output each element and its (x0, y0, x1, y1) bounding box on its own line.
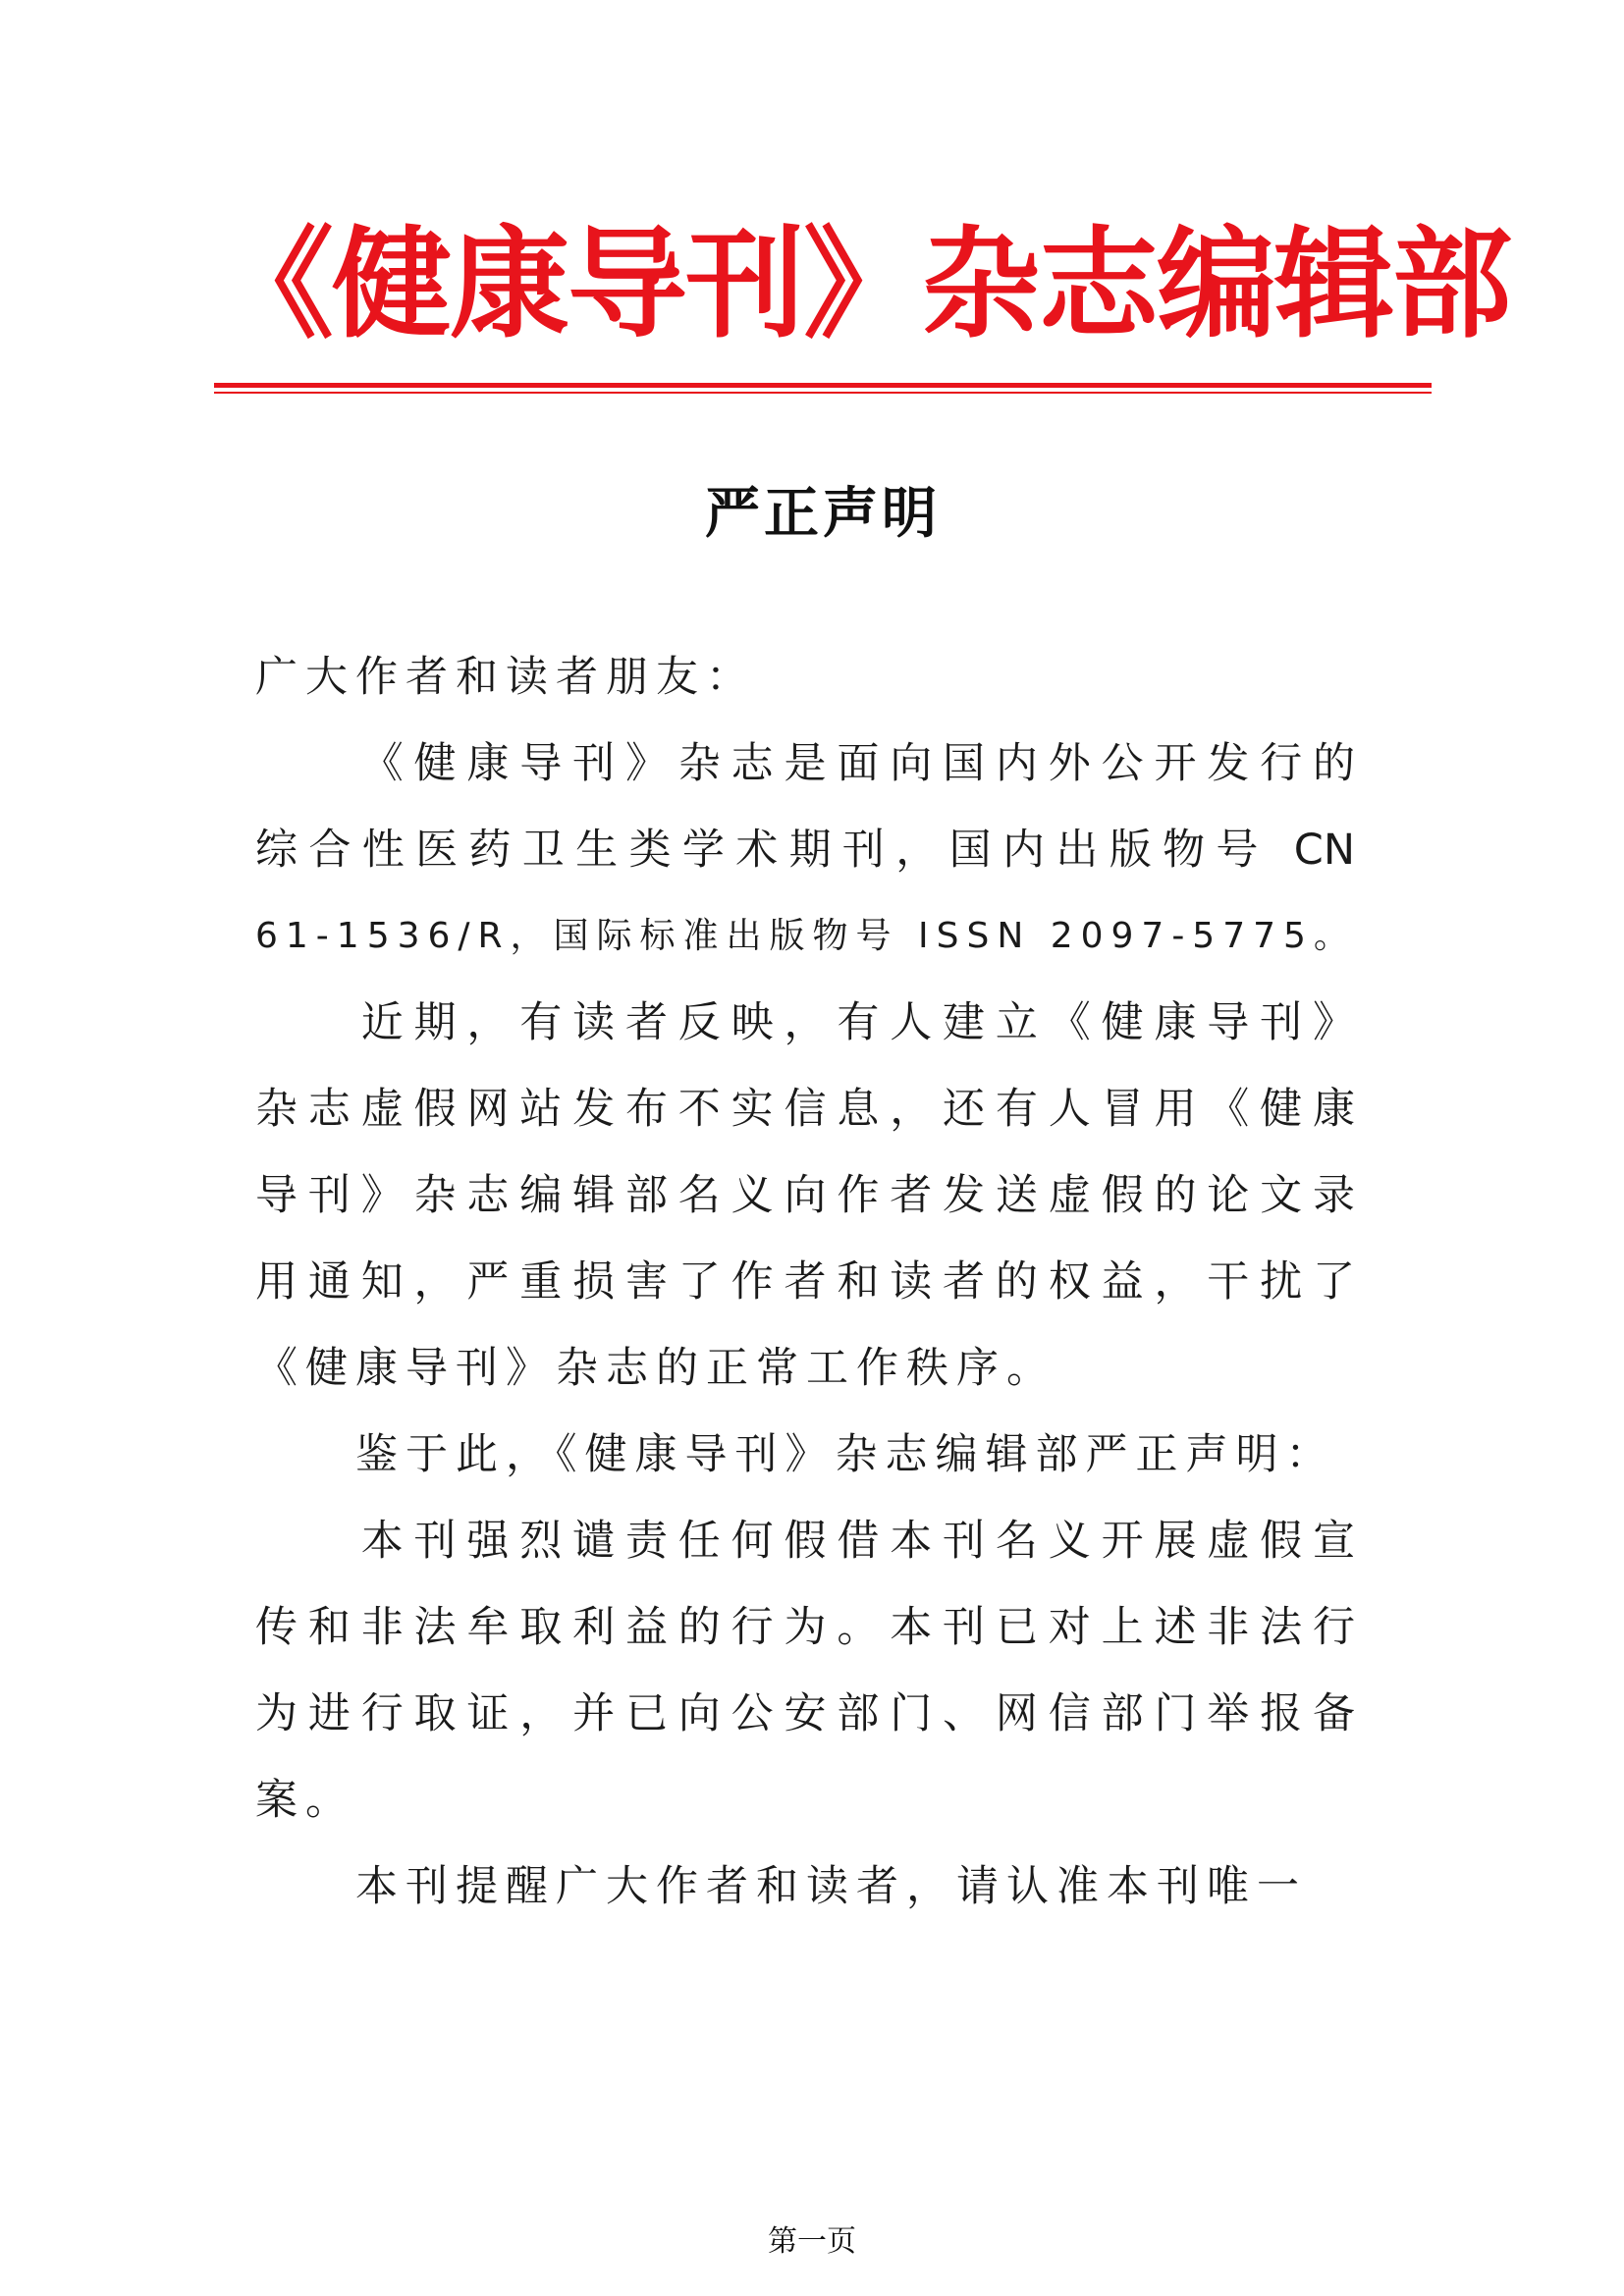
line-text: 《健康导刊》杂志的正常工作秩序。 (255, 1344, 1056, 1393)
line-text: 案。 (255, 1776, 355, 1825)
line-text: 导​刊​》​杂​志​编​辑​部​名​义​向​作​者​发​送​虚​假​的​论​文​录 (255, 1171, 1355, 1220)
paragraph-line (255, 1584, 1355, 1671)
paragraph (255, 980, 1355, 1412)
document-title: 严正声明 (705, 481, 941, 546)
line-text: 综​合​性​医​药​卫​生​类​学​术​期​刊​，​国​内​出​版​物​号​ ​C​N (255, 826, 1355, 875)
line-text: ​ ​近​期​，​有​读​者​反​映​，​有​人​建​立​《​健​康​导​刊​》 (255, 998, 1355, 1047)
document-body (255, 634, 1355, 1930)
paragraph (255, 1498, 1355, 1843)
paragraph-line (255, 1412, 1355, 1498)
line-text: ​ ​《​健​康​导​刊​》​杂​志​是​面​向​国​内​外​公​开​发​行​的 (255, 739, 1355, 788)
line-text: 用​通​知​，​严​重​损​害​了​作​者​和​读​者​的​权​益​，​干​扰​了 (255, 1257, 1355, 1307)
line-text: 为​进​行​取​证​，​并​已​向​公​安​部​门​、​网​信​部​门​举​报​备 (255, 1689, 1355, 1738)
masthead-rule-thick (214, 383, 1432, 388)
line-text: ​ ​本​刊​强​烈​谴​责​任​何​假​借​本​刊​名​义​开​展​虚​假​宣 (255, 1517, 1355, 1566)
paragraph-line (255, 893, 1355, 980)
paragraph-line (255, 1325, 1355, 1412)
paragraph-line (255, 1239, 1355, 1325)
line-text: 61-1536/R，国际标准出版物号 ISSN 2097-5775。 (255, 916, 1357, 956)
line-text: 传​和​非​法​牟​取​利​益​的​行​为​。​本​刊​已​对​上​述​非​法​行 (255, 1603, 1355, 1652)
line-text: 杂​志​虚​假​网​站​发​布​不​实​信​息​，​还​有​人​冒​用​《​健​康 (255, 1085, 1355, 1134)
paragraph-line (255, 721, 1355, 807)
paragraph-line (255, 1843, 1355, 1930)
paragraph (255, 1412, 1355, 1498)
masthead-title: 《健康导刊》杂志编辑部 (214, 215, 1510, 354)
paragraph-line (255, 1671, 1355, 1757)
salutation-text: 广大作者和读者朋友： (255, 653, 756, 702)
paragraph-line (255, 980, 1355, 1066)
page-number: 第一页 (768, 2224, 856, 2259)
paragraph (255, 1843, 1355, 1930)
salutation (255, 634, 1355, 721)
line-text: 鉴于此，《健康导刊》杂志编辑部严正声明： (255, 1430, 1336, 1479)
paragraph-line (255, 807, 1355, 893)
paragraph-line (255, 1498, 1355, 1584)
paragraph-line (255, 1152, 1355, 1239)
line-text: 本刊提醒广大作者和读者，请认准本刊唯一 (255, 1862, 1307, 1911)
paragraph (255, 721, 1355, 980)
paragraph-line (255, 1757, 1355, 1843)
masthead-rule-thin (214, 392, 1432, 394)
paragraph-line (255, 1066, 1355, 1152)
